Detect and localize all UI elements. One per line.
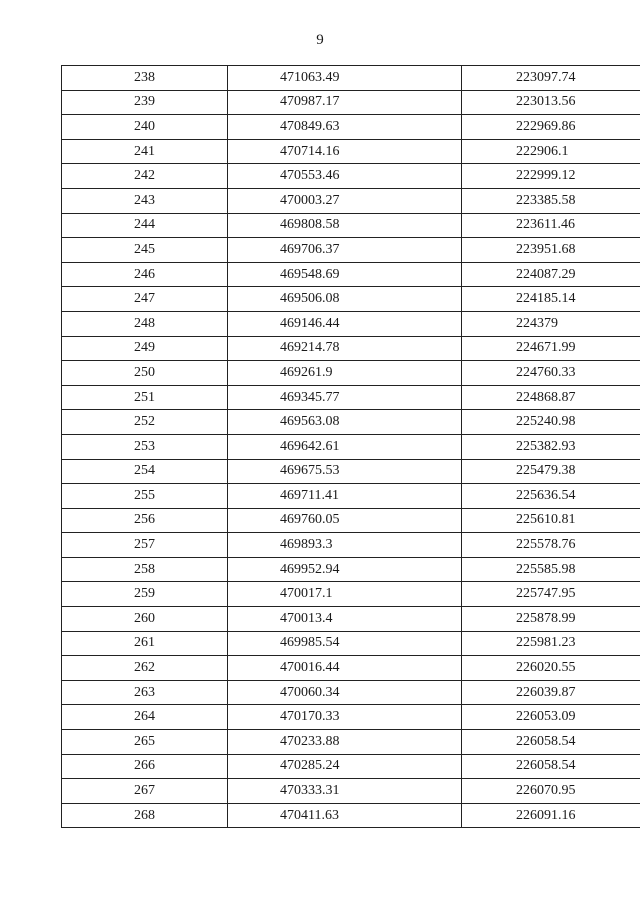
point-number-cell: 265 — [62, 730, 228, 755]
point-number-cell: 268 — [62, 803, 228, 828]
table-body — [62, 66, 640, 828]
x-coordinate-cell: 470016.44 — [228, 656, 462, 681]
y-coordinate-cell: 225636.54 — [462, 484, 640, 509]
table-row — [62, 484, 640, 509]
point-number-cell: 249 — [62, 336, 228, 361]
x-coordinate-cell: 470333.31 — [228, 779, 462, 804]
table-row — [62, 139, 640, 164]
table-row — [62, 410, 640, 435]
x-coordinate-cell: 470987.17 — [228, 90, 462, 115]
y-coordinate-cell: 225878.99 — [462, 607, 640, 632]
x-coordinate-cell: 470849.63 — [228, 115, 462, 140]
x-coordinate-cell: 470017.1 — [228, 582, 462, 607]
point-number-cell: 244 — [62, 213, 228, 238]
point-number-cell: 247 — [62, 287, 228, 312]
x-coordinate-cell: 469345.77 — [228, 385, 462, 410]
y-coordinate-cell: 223611.46 — [462, 213, 640, 238]
y-coordinate-cell: 226091.16 — [462, 803, 640, 828]
table-row — [62, 803, 640, 828]
table-row — [62, 631, 640, 656]
y-coordinate-cell: 226070.95 — [462, 779, 640, 804]
point-number-cell: 260 — [62, 607, 228, 632]
point-number-cell: 241 — [62, 139, 228, 164]
point-number-cell: 267 — [62, 779, 228, 804]
table-row — [62, 287, 640, 312]
y-coordinate-cell: 223385.58 — [462, 188, 640, 213]
table-row — [62, 361, 640, 386]
x-coordinate-cell: 469711.41 — [228, 484, 462, 509]
y-coordinate-cell: 226058.54 — [462, 730, 640, 755]
point-number-cell: 266 — [62, 754, 228, 779]
x-coordinate-cell: 470003.27 — [228, 188, 462, 213]
table-row — [62, 705, 640, 730]
x-coordinate-cell: 471063.49 — [228, 66, 462, 91]
y-coordinate-cell: 224760.33 — [462, 361, 640, 386]
table-row — [62, 213, 640, 238]
y-coordinate-cell: 225747.95 — [462, 582, 640, 607]
point-number-cell: 250 — [62, 361, 228, 386]
x-coordinate-cell: 470233.88 — [228, 730, 462, 755]
point-number-cell: 239 — [62, 90, 228, 115]
y-coordinate-cell: 222969.86 — [462, 115, 640, 140]
table-row — [62, 164, 640, 189]
x-coordinate-cell: 469642.61 — [228, 434, 462, 459]
table-row — [62, 680, 640, 705]
y-coordinate-cell: 224868.87 — [462, 385, 640, 410]
table-row — [62, 754, 640, 779]
x-coordinate-cell: 469893.3 — [228, 533, 462, 558]
point-number-cell: 240 — [62, 115, 228, 140]
point-number-cell: 238 — [62, 66, 228, 91]
x-coordinate-cell: 469952.94 — [228, 557, 462, 582]
y-coordinate-cell: 226053.09 — [462, 705, 640, 730]
x-coordinate-cell: 469985.54 — [228, 631, 462, 656]
x-coordinate-cell: 469146.44 — [228, 311, 462, 336]
point-number-cell: 251 — [62, 385, 228, 410]
x-coordinate-cell: 469506.08 — [228, 287, 462, 312]
point-number-cell: 243 — [62, 188, 228, 213]
y-coordinate-cell: 224379 — [462, 311, 640, 336]
point-number-cell: 263 — [62, 680, 228, 705]
table-row — [62, 557, 640, 582]
x-coordinate-cell: 469706.37 — [228, 238, 462, 263]
point-number-cell: 245 — [62, 238, 228, 263]
x-coordinate-cell: 470060.34 — [228, 680, 462, 705]
y-coordinate-cell: 224087.29 — [462, 262, 640, 287]
point-number-cell: 248 — [62, 311, 228, 336]
point-number-cell: 258 — [62, 557, 228, 582]
point-number-cell: 253 — [62, 434, 228, 459]
point-number-cell: 254 — [62, 459, 228, 484]
page-number: 9 — [316, 32, 324, 48]
table-row — [62, 459, 640, 484]
x-coordinate-cell: 470170.33 — [228, 705, 462, 730]
y-coordinate-cell: 223951.68 — [462, 238, 640, 263]
x-coordinate-cell: 470553.46 — [228, 164, 462, 189]
x-coordinate-cell: 469214.78 — [228, 336, 462, 361]
table-row — [62, 238, 640, 263]
y-coordinate-cell: 225981.23 — [462, 631, 640, 656]
point-number-cell: 261 — [62, 631, 228, 656]
x-coordinate-cell: 469563.08 — [228, 410, 462, 435]
x-coordinate-cell: 469760.05 — [228, 508, 462, 533]
x-coordinate-cell: 470013.4 — [228, 607, 462, 632]
point-number-cell: 262 — [62, 656, 228, 681]
point-number-cell: 259 — [62, 582, 228, 607]
point-number-cell: 257 — [62, 533, 228, 558]
x-coordinate-cell: 469808.58 — [228, 213, 462, 238]
y-coordinate-cell: 225610.81 — [462, 508, 640, 533]
x-coordinate-cell: 470714.16 — [228, 139, 462, 164]
y-coordinate-cell: 222906.1 — [462, 139, 640, 164]
table-row — [62, 730, 640, 755]
table-row — [62, 533, 640, 558]
point-number-cell: 246 — [62, 262, 228, 287]
table-row — [62, 385, 640, 410]
y-coordinate-cell: 225479.38 — [462, 459, 640, 484]
y-coordinate-cell: 223097.74 — [462, 66, 640, 91]
table-row — [62, 188, 640, 213]
point-number-cell: 256 — [62, 508, 228, 533]
table-row — [62, 656, 640, 681]
table-row — [62, 90, 640, 115]
table-row — [62, 582, 640, 607]
y-coordinate-cell: 225585.98 — [462, 557, 640, 582]
table-row — [62, 115, 640, 140]
y-coordinate-cell: 226039.87 — [462, 680, 640, 705]
y-coordinate-cell: 226058.54 — [462, 754, 640, 779]
point-number-cell: 255 — [62, 484, 228, 509]
table-row — [62, 508, 640, 533]
y-coordinate-cell: 225240.98 — [462, 410, 640, 435]
y-coordinate-cell: 222999.12 — [462, 164, 640, 189]
y-coordinate-cell: 225382.93 — [462, 434, 640, 459]
y-coordinate-cell: 226020.55 — [462, 656, 640, 681]
x-coordinate-cell: 470411.63 — [228, 803, 462, 828]
table-row — [62, 66, 640, 91]
table-row — [62, 779, 640, 804]
table-row — [62, 336, 640, 361]
table-row — [62, 607, 640, 632]
y-coordinate-cell: 224185.14 — [462, 287, 640, 312]
y-coordinate-cell: 223013.56 — [462, 90, 640, 115]
y-coordinate-cell: 225578.76 — [462, 533, 640, 558]
coordinates-table — [61, 65, 640, 828]
table-row — [62, 311, 640, 336]
y-coordinate-cell: 224671.99 — [462, 336, 640, 361]
x-coordinate-cell: 469261.9 — [228, 361, 462, 386]
point-number-cell: 242 — [62, 164, 228, 189]
x-coordinate-cell: 469548.69 — [228, 262, 462, 287]
x-coordinate-cell: 469675.53 — [228, 459, 462, 484]
point-number-cell: 264 — [62, 705, 228, 730]
x-coordinate-cell: 470285.24 — [228, 754, 462, 779]
table-row — [62, 434, 640, 459]
table-row — [62, 262, 640, 287]
point-number-cell: 252 — [62, 410, 228, 435]
